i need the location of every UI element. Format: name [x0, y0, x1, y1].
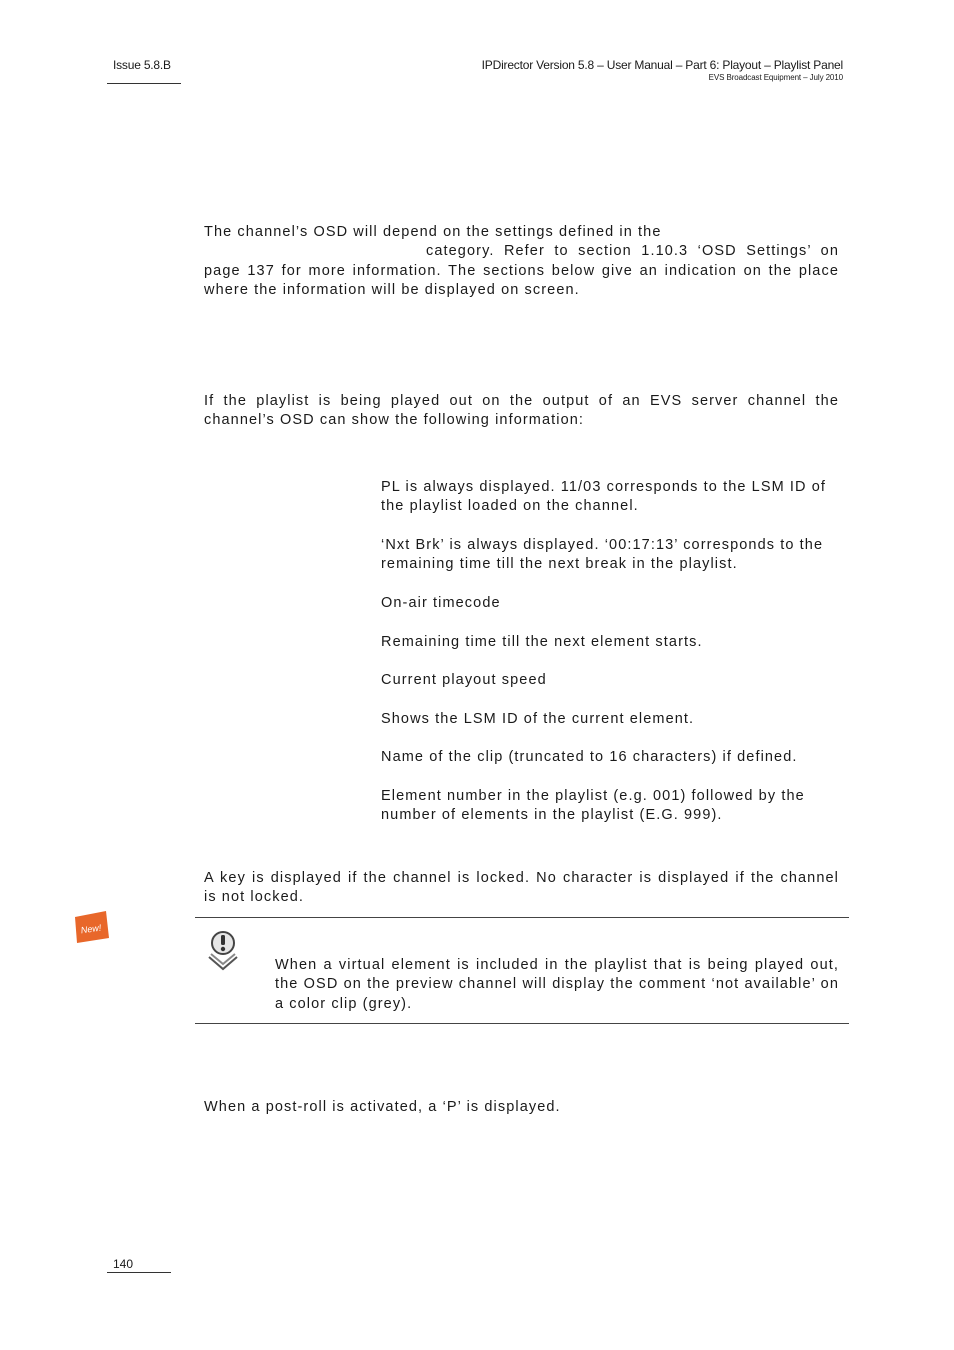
evs-intro-paragraph: If the playlist is being played out on the output of an EVS server channel the channel’s OSD can show the following information: [204, 393, 839, 429]
footer-rule [107, 1272, 171, 1273]
intro-line1: The channel’s OSD will depend on the settings defined in the [204, 224, 662, 240]
intro-paragraph [204, 223, 839, 301]
header-title: IPDirector Version 5.8 – User Manual – Part 6: Playout – Playlist Panel [481, 58, 843, 72]
definition-item: PL is always displayed. 11/03 corresponds to the LSM ID of the playlist loaded on the channel. [381, 479, 827, 515]
header-rule [107, 83, 181, 84]
new-badge-label: New! [80, 922, 102, 936]
intro-rest: category. Refer to section 1.10.3 ‘OSD Settings’ on page 137 for more information. The sections below give an indication on the place where the information will be displayed on screen. [204, 243, 839, 299]
postroll-paragraph: When a post-roll is activated, a ‘P’ is displayed. [204, 1099, 561, 1115]
page-number: 140 [113, 1257, 134, 1271]
lock-paragraph: A key is displayed if the channel is locked. No character is displayed if the channel is not locked. [204, 870, 839, 906]
warning-note-icon [206, 929, 240, 971]
note-rule-bottom [195, 1023, 849, 1024]
new-badge [73, 911, 109, 943]
definition-item: Remaining time till the next element starts. [381, 634, 703, 650]
definition-item: Shows the LSM ID of the current element. [381, 711, 695, 727]
header-issue: Issue 5.8.B [113, 58, 171, 72]
note-text: When a virtual element is included in the playlist that is being played out, the OSD on the preview channel will display the comment ‘not available’ on a color clip (grey). [275, 957, 839, 1012]
definition-item: Element number in the playlist (e.g. 001) followed by the number of elements in the playlist (E.G. 999). [381, 788, 805, 824]
definition-item: Current playout speed [381, 672, 547, 688]
note-rule-top [195, 917, 849, 918]
definition-item: On-air timecode [381, 595, 501, 611]
definition-item: Name of the clip (truncated to 16 characters) if defined. [381, 749, 798, 765]
definition-item: ‘Nxt Brk’ is always displayed. ‘00:17:13’ corresponds to the remaining time till the next break in the playlist. [381, 537, 824, 573]
header-subtitle: EVS Broadcast Equipment – July 2010 [708, 73, 843, 82]
